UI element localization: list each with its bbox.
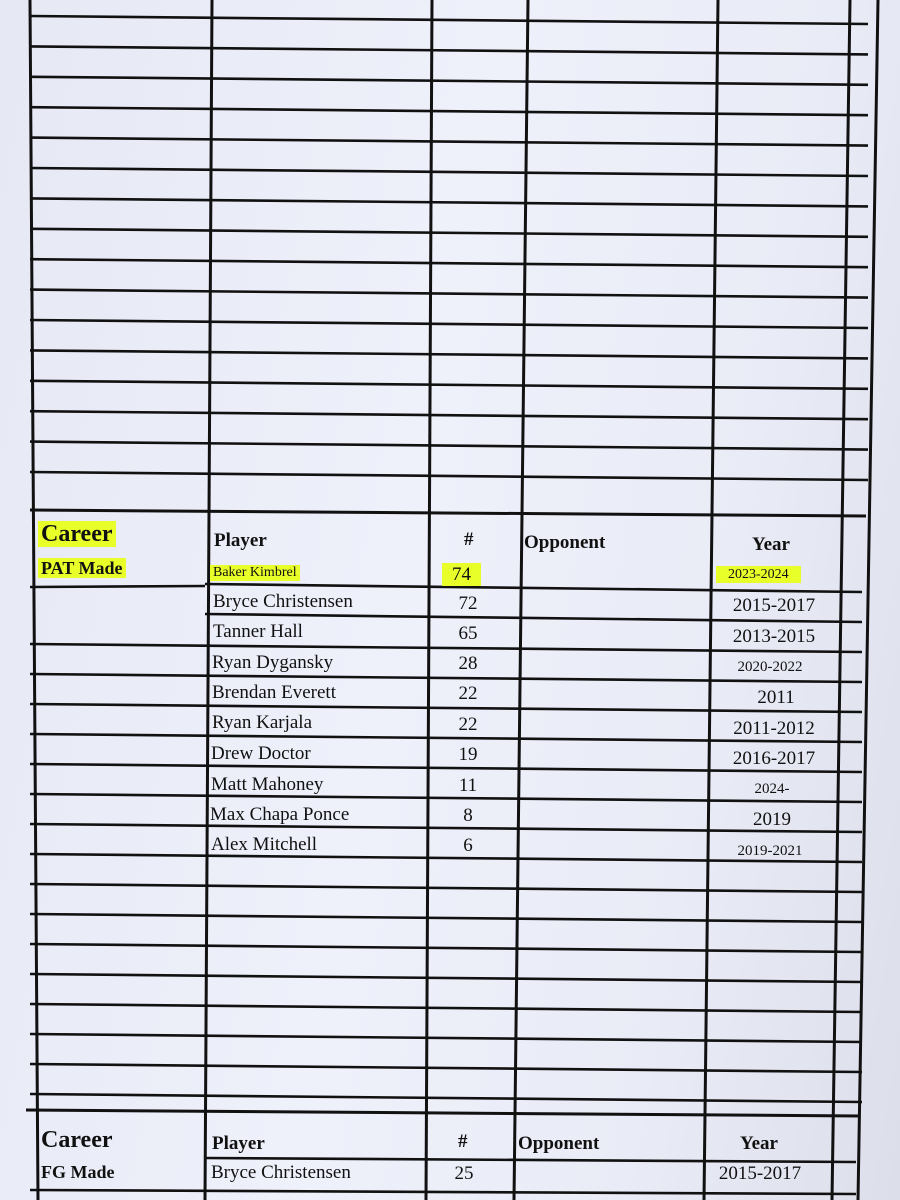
table-row-number: 6 [463,835,473,856]
category-subtitle: PAT Made [38,558,126,578]
table-row-year: 2019 [753,809,791,830]
table-row-year: 2019-2021 [737,843,803,859]
grid-line [30,198,868,206]
category-title: Career [38,521,116,547]
grid-line [30,107,868,115]
grid-line [30,1094,862,1102]
grid-line [30,510,866,516]
grid-line [30,138,868,146]
table-row-year: 2016-2017 [732,748,816,769]
table-row-player: Matt Mahoney [211,774,324,795]
table-row-number: 19 [458,744,478,765]
grid-line [30,381,868,389]
grid-line [30,1190,856,1194]
table-row-number: 22 [458,683,478,704]
table-row-player: Bryce Christensen [211,1162,351,1183]
table-row-player: Max Chapa Ponce [210,804,350,825]
grid-line [30,16,868,24]
table-row-number: 22 [458,714,478,735]
table-row-year: 2024- [754,781,790,797]
grid-line [30,974,862,982]
grid-line [30,914,862,922]
grid-line [30,290,868,298]
table-row-year: 2023-2024 [716,568,801,582]
grid-line [30,229,868,237]
table-row-player: Bryce Christensen [213,591,353,612]
column-header-opponent: Opponent [518,1133,600,1154]
grid-line [30,586,205,587]
grid-line [30,320,868,328]
table-row-number: 74 [442,565,481,584]
table-row-year: 2015-2017 [732,595,816,616]
grid-line [30,442,868,450]
column-header-player: Player [212,1133,265,1154]
grid-line [30,259,868,267]
table-row-number: 25 [454,1163,474,1184]
table-row-player: Tanner Hall [213,621,303,642]
grid-line [30,46,868,54]
table-row-player: Drew Doctor [211,743,311,764]
table-row-number: 8 [463,805,473,826]
grid-line [30,411,868,419]
table-row-player: Brendan Everett [212,682,336,703]
grid-line [30,0,38,1200]
category-subtitle: FG Made [41,1162,115,1182]
table-row-year: 2011-2012 [733,718,815,739]
category-title: Career [41,1127,113,1153]
grid-line [30,77,868,85]
table-row-year: 2015-2017 [718,1163,802,1184]
table-row-number: 72 [458,593,478,614]
table-row-player: Ryan Dygansky [212,652,334,673]
column-header-year: Year [752,534,790,555]
table-row-number: 65 [458,623,478,644]
column-header-player: Player [214,530,267,551]
grid-line [205,0,212,1200]
grid-line [30,674,862,682]
grid-line [30,944,862,952]
grid-line [426,0,432,1200]
grid-line [26,1110,860,1116]
grid-line [30,350,868,358]
table-row-year: 2011 [757,687,795,708]
grid-line [30,1064,862,1072]
grid-line [30,1034,862,1042]
grid-line [30,168,868,176]
table-row-player: Baker Kimbrel [210,565,300,581]
column-header-number: # [464,529,474,550]
grid-line [514,0,528,1200]
column-header-number: # [458,1131,468,1152]
table-row-player: Alex Mitchell [211,834,318,855]
table-row-number: 28 [458,653,478,674]
column-header-year: Year [740,1133,778,1154]
grid-line [858,0,878,1200]
grid-line [30,472,868,480]
table-row-year: 2013-2015 [732,626,816,647]
column-header-opponent: Opponent [524,532,606,553]
grid-line [30,884,862,892]
grid-line [30,1004,862,1012]
table-row-year: 2020-2022 [737,659,803,675]
table-row-number: 11 [458,775,478,796]
table-row-player: Ryan Karjala [212,712,313,733]
